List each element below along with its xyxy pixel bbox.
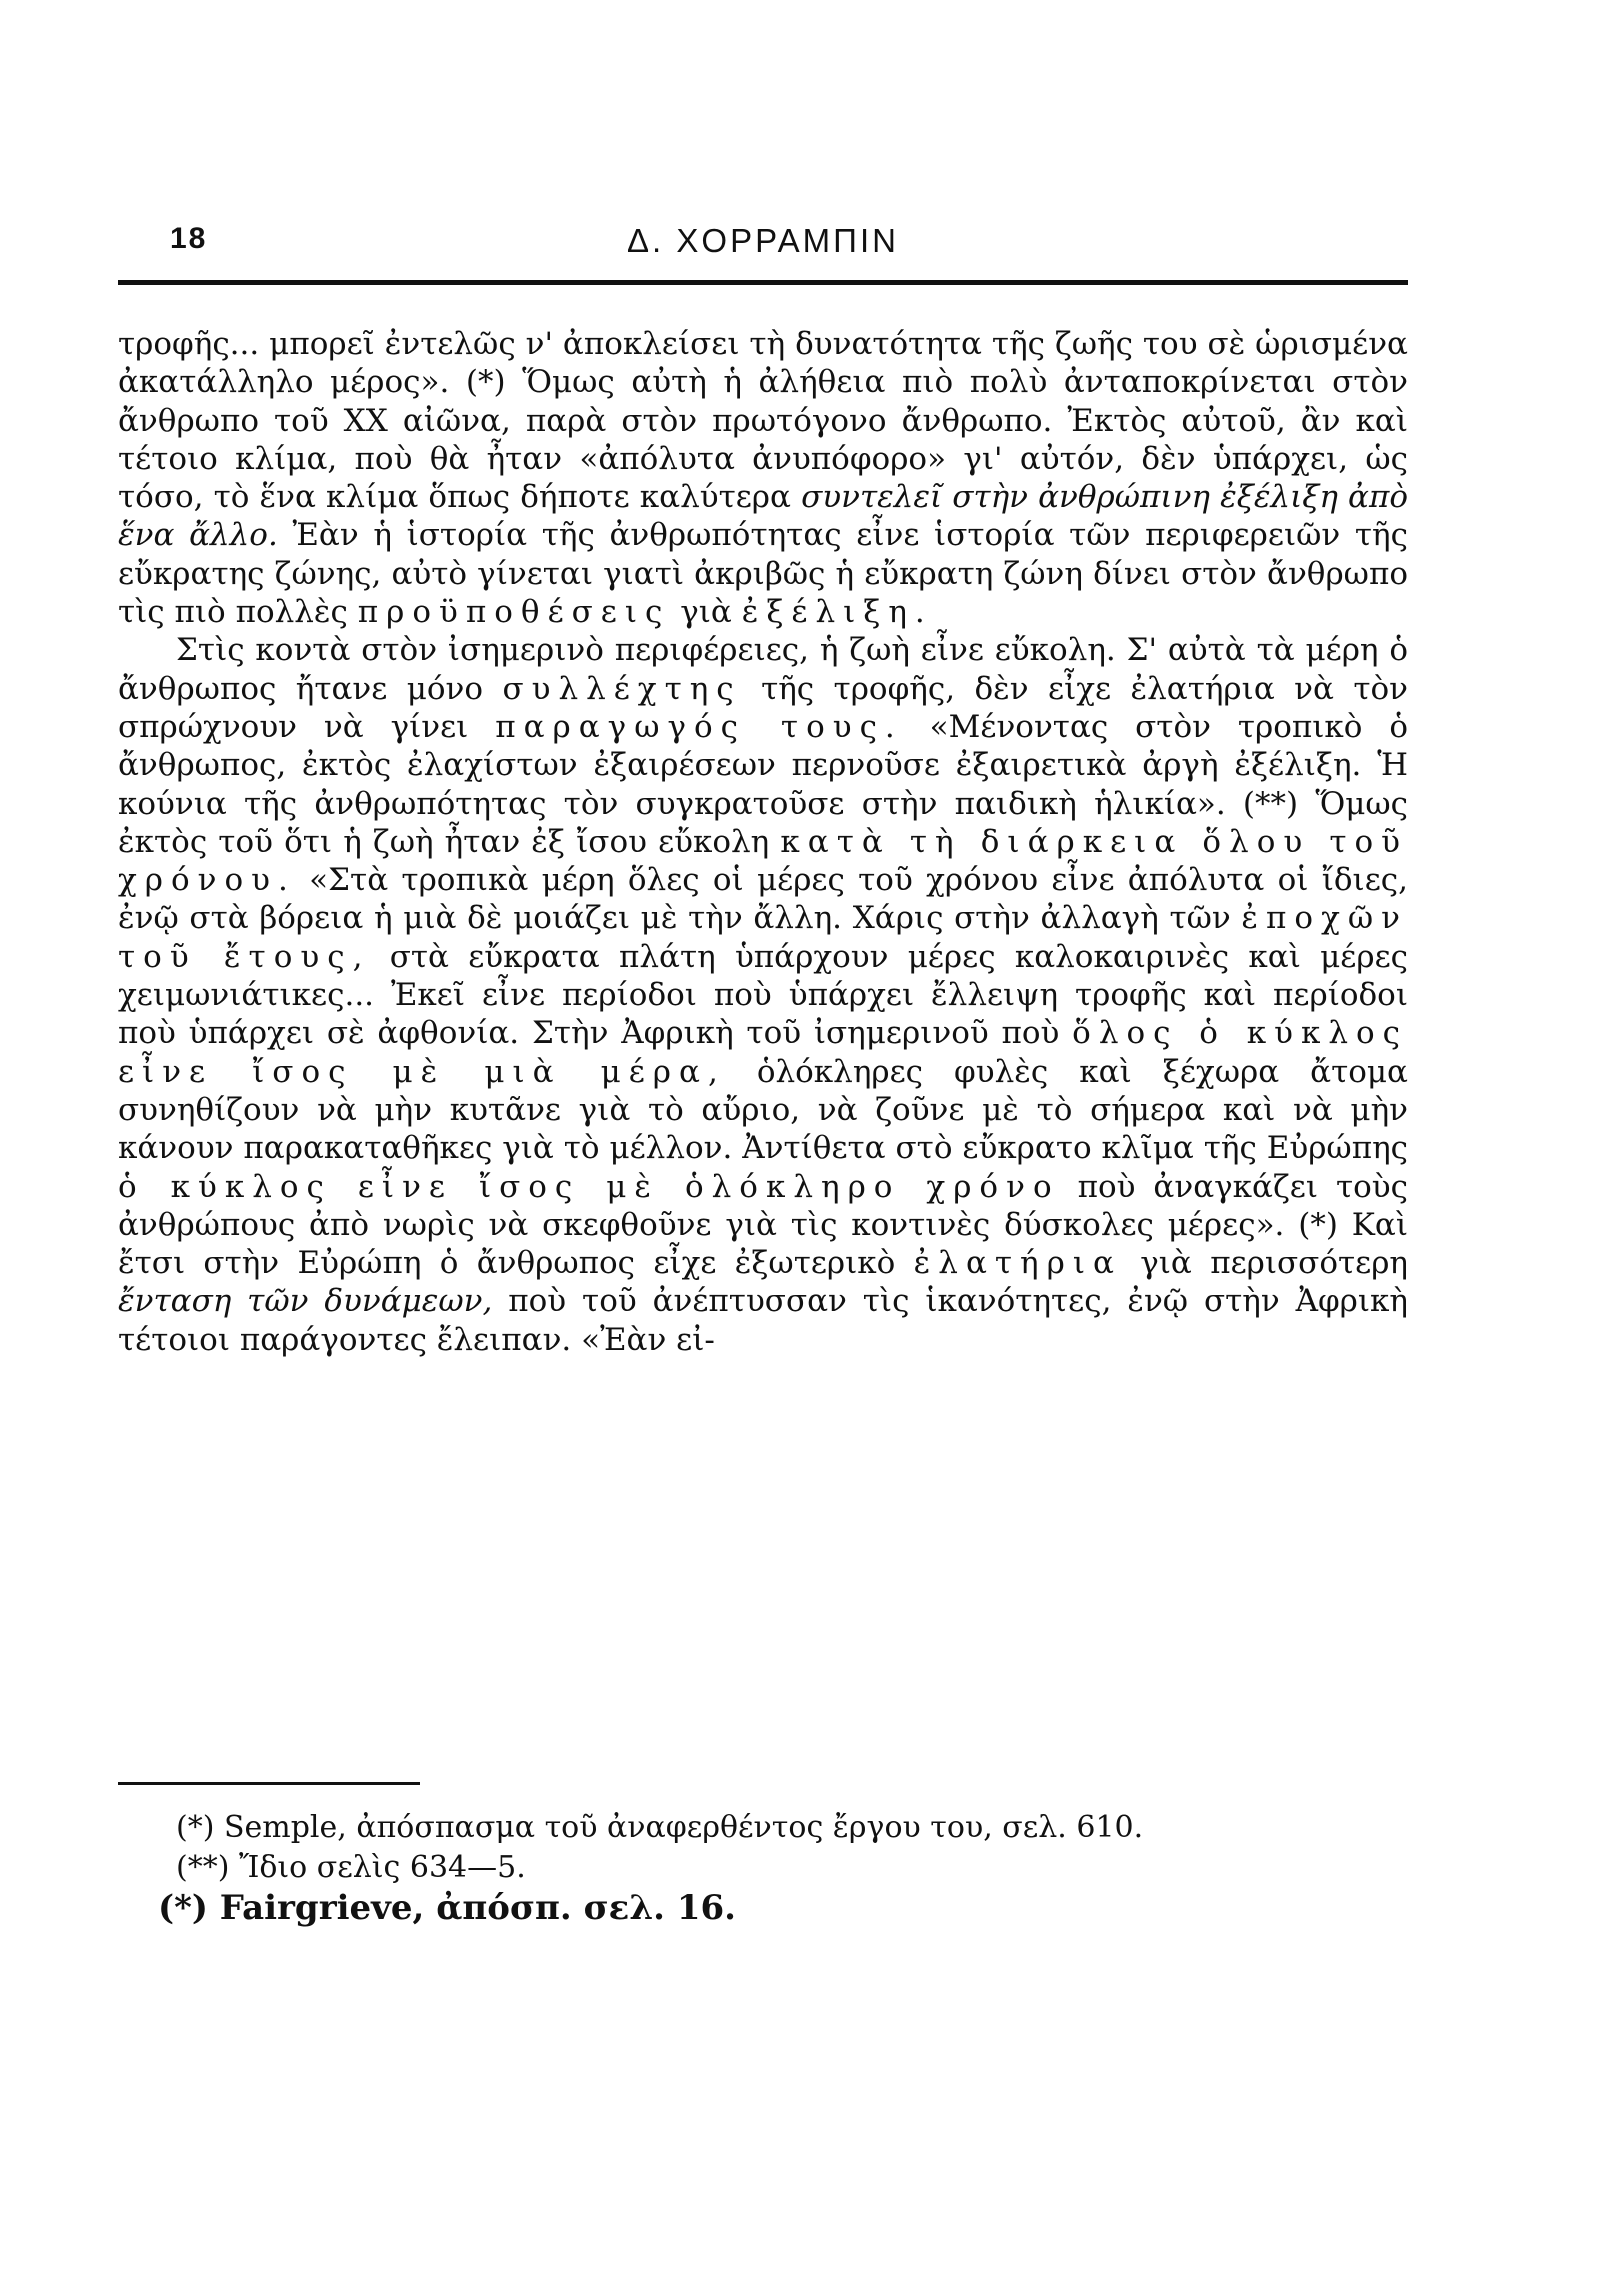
spaced-run: κατὰ τὴ διάρκεια ὅλου τοῦ χρόνου. bbox=[118, 823, 1408, 899]
footnotes bbox=[118, 1808, 1408, 1928]
header-rule bbox=[118, 280, 1408, 285]
footnote-3: (*) Fairgrieve, ἀπόσπ. σελ. 16. bbox=[158, 1888, 736, 1928]
spaced-run: ἐξέλιξη. bbox=[741, 594, 933, 631]
text-run: τῆς τροφῆς, δὲν εἶχε ἐλατήρια νὰ τὸν σπρώχνουν νὰ γίνει bbox=[118, 670, 1408, 745]
text-run: «Μένοντας στὸν τροπικὸ ὁ ἄνθρωπος, ἐκτὸς ἐλαχίστων ἐξαιρέσεων περνοῦσε ἐξαιρετικὰ ἀργὴ ἐξέλιξη. Ἡ κούνια τῆς ἀνθρωπότητας τὸν συγκρατοῦσε στὴν παιδικὴ ἡλικία». (**) Ὅμως ἐκτὸς τοῦ ὅτι ἡ ζωὴ ἦταν ἐξ ἴσου εὔκολη bbox=[118, 708, 1408, 860]
spaced-run: προϋποθέσεις bbox=[357, 594, 671, 631]
page-header bbox=[118, 218, 1408, 278]
paragraph-1 bbox=[118, 325, 1408, 631]
footnote-2: (**) Ἴδιο σελὶς 634—5. bbox=[176, 1850, 526, 1885]
footnote-rule bbox=[118, 1782, 420, 1785]
italic-run: ἔνταση τῶν δυνάμεων, bbox=[118, 1283, 493, 1320]
paragraph-2 bbox=[118, 631, 1408, 1359]
text-run: γιὰ bbox=[670, 594, 742, 631]
text-run: «Στὰ τροπικὰ μέρη ὅλες οἱ μέρες τοῦ χρόνου εἶνε ἀπόλυτα οἱ ἴδιες, ἐνῷ στὰ βόρεια ἡ μιὰ δὲ μοιάζει μὲ τὴν ἄλλη. Χάρις στὴν ἀλλαγὴ τῶν bbox=[118, 862, 1408, 937]
running-head: Δ. ΧΟΡΡΑΜΠΙΝ bbox=[627, 222, 899, 259]
footnote-1: (*) Semple, ἀπόσπασμα τοῦ ἀναφερθέντος ἔργου του, σελ. 610. bbox=[176, 1810, 1144, 1845]
spaced-run: ὅλος ὁ κύκλος εἶνε ἴσος μὲ μιὰ μέρα, bbox=[118, 1015, 1408, 1090]
spaced-run: ἐλατήρια bbox=[913, 1245, 1122, 1282]
spaced-run: ὁ κύκλος εἶνε ἴσος μὲ ὁλόκληρο χρόνο bbox=[118, 1168, 1060, 1205]
text-run: Στὶς κοντὰ στὸν ἰσημερινὸ περιφέρειες, ἡ ζωὴ εἶνε εὔκολη. Σ' αὐτὰ τὰ μέρη ὁ ἄνθρωπος ἤτανε μόνο bbox=[118, 632, 1408, 707]
spaced-run: συλλέχτης bbox=[502, 670, 742, 707]
text-run: στὰ εὔκρατα πλάτη ὑπάρχουν μέρες καλοκαιρινὲς καὶ μέρες χειμωνιάτικες... Ἐκεῖ εἶνε περίοδοι ποὺ ὑπάρχει ἔλλειψη τροφῆς καὶ περίοδοι ποὺ ὑπάρχει σὲ ἀφθονία. Στὴν Ἀφρικὴ τοῦ ἰσημερινοῦ ποὺ bbox=[118, 938, 1408, 1052]
text-run: γιὰ περισσότερη bbox=[1121, 1245, 1408, 1282]
text-run: τροφῆς... μπορεῖ ἐντελῶς ν' ἀποκλείσει τὴ δυνατότητα τῆς ζωῆς του σὲ ὡρισμένα ἀκατάλληλο μέρος». (*) Ὅμως αὐτὴ ἡ ἀλήθεια πιὸ πολὺ ἀνταποκρίνεται στὸν ἄνθρωπο τοῦ ΧΧ αἰῶνα, παρὰ στὸν πρωτόγονο ἄνθρωπο. Ἐκτὸς αὐτοῦ, ἂν καὶ τέτοιο κλίμα, ποὺ θὰ ἦταν «ἀπόλυτα ἀνυπόφορο» γι' αὐτόν, δὲν ὑπάρχει, ὡς τόσο, τὸ ἕνα κλίμα ὅπως δήποτε καλύτερα bbox=[118, 326, 1408, 516]
text-run: ποὺ τοῦ ἀνέπτυσσαν τὶς ἱκανότητες, ἐνῷ στὴν Ἀφρικὴ τέτοιοι παράγοντες ἔλειπαν. «Ἐὰν εἰ- bbox=[118, 1283, 1408, 1358]
body-text bbox=[118, 325, 1408, 1359]
text-run: ποὺ ἀναγκάζει τοὺς ἀνθρώπους ἀπὸ νωρὶς νὰ σκεφθοῦνε γιὰ τὶς κοντινὲς δύσκολες μέρες». (*) Καὶ ἔτσι στὴν Εὐρώπη ὁ ἄνθρωπος εἶχε ἐξωτερικὸ bbox=[118, 1168, 1408, 1282]
spaced-run: ἐποχῶν τοῦ ἔτους, bbox=[118, 900, 1408, 975]
italic-run: συντελεῖ στὴν ἀνθρώπινη ἐξέλιξη ἀπὸ ἕνα ἄλλο. bbox=[118, 479, 1408, 554]
text-run: Ἐὰν ἡ ἱστορία τῆς ἀνθρωπότητας εἶνε ἱστορία τῶν περιφερειῶν τῆς εὔκρατης ζώνης, αὐτὸ γίνεται γιατὶ ἀκριβῶς ἡ εὔκρατη ζώνη δίνει στὸν ἄνθρωπο τὶς πιὸ πολλὲς bbox=[118, 517, 1408, 631]
spaced-run: παραγωγός τους. bbox=[495, 708, 903, 745]
page-number: 18 bbox=[170, 222, 208, 255]
text-run: ὁλόκληρες φυλὲς καὶ ξέχωρα ἄτομα συνηθίζουν νὰ μὴν κυτᾶνε γιὰ τὸ αὔριο, νὰ ζοῦνε μὲ τὸ σήμερα καὶ νὰ μὴν κάνουν παρακαταθῆκες γιὰ τὸ μέλλον. Ἀντίθετα στὸ εὔκρατο κλῖμα τῆς Εὐρώπης bbox=[118, 1053, 1408, 1167]
